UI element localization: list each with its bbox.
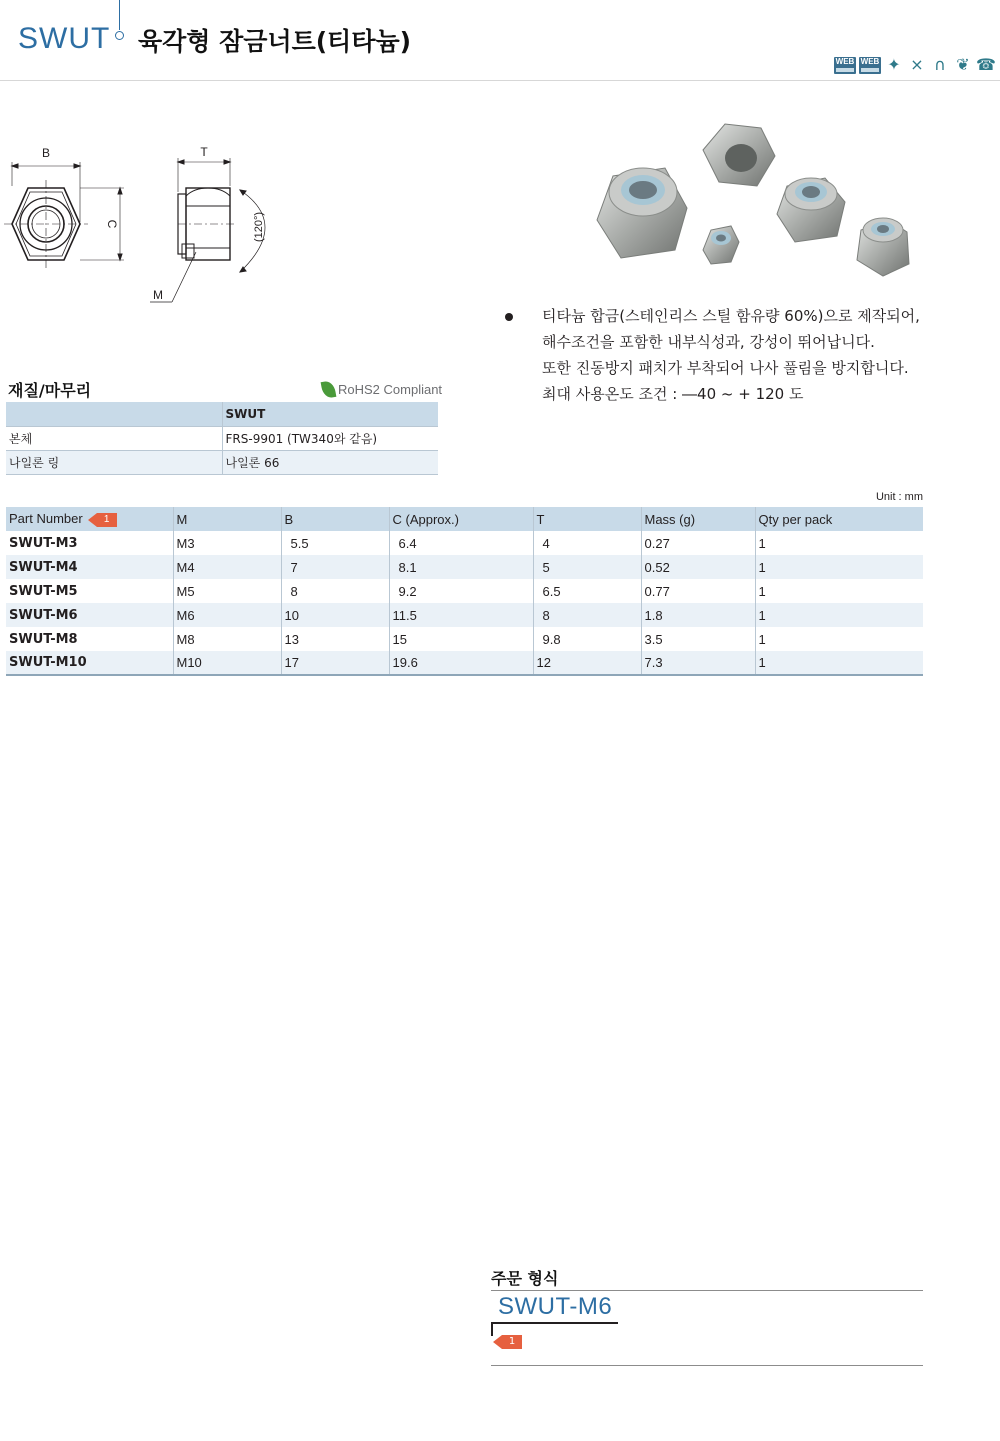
order-code-tick xyxy=(491,1322,493,1336)
material-cell: FRS-9901 (TW340와 같음) xyxy=(222,426,438,450)
table-cell: 1 xyxy=(755,651,923,675)
table-cell: 19.6 xyxy=(389,651,533,675)
table-cell: 8 xyxy=(281,579,389,603)
rohs-label: RoHS2 Compliant xyxy=(338,382,443,397)
bullet-dot xyxy=(505,313,513,321)
material-cell: 나일론 링 xyxy=(6,450,222,474)
table-cell: 1.8 xyxy=(641,603,755,627)
table-cell: M3 xyxy=(173,531,281,555)
magnet-icon: ∩ xyxy=(934,55,946,74)
table-cell: 5 xyxy=(533,555,641,579)
dim-label-t: T xyxy=(200,145,208,159)
table-cell: 9.8 xyxy=(533,627,641,651)
product-photo xyxy=(585,110,925,290)
dim-label-angle: (120°) xyxy=(253,211,265,243)
part-number-cell[interactable]: SWUT-M3 xyxy=(6,531,173,555)
table-cell: M5 xyxy=(173,579,281,603)
material-header-row xyxy=(6,402,438,426)
table-cell: 0.27 xyxy=(641,531,755,555)
order-code-example: SWUT-M6 xyxy=(498,1293,613,1320)
column-header: T xyxy=(533,507,641,531)
table-cell: 7 xyxy=(281,555,389,579)
table-cell: 9.2 xyxy=(389,579,533,603)
rohs-badge xyxy=(322,381,442,398)
part-number-cell[interactable]: SWUT-M5 xyxy=(6,579,173,603)
material-table xyxy=(6,402,438,475)
table-row xyxy=(6,579,923,603)
table-cell: 1 xyxy=(758,583,766,599)
table-cell: M6 xyxy=(173,603,281,627)
feature-icons xyxy=(834,56,996,74)
description-line: 티타늄 합금(스테인리스 스틸 함유량 60%)으로 제작되어, xyxy=(542,307,920,325)
spec-table xyxy=(6,507,923,676)
table-cell: 5.5 xyxy=(281,531,389,555)
order-format-heading: 주문 형식 xyxy=(491,1269,559,1288)
table-row xyxy=(6,603,923,627)
table-cell: 4 xyxy=(533,531,641,555)
table-cell: M8 xyxy=(173,627,281,651)
table-cell: M10 xyxy=(173,651,281,675)
cad-icon[interactable]: ✦ xyxy=(887,55,901,74)
part-number-cell[interactable]: SWUT-M8 xyxy=(6,627,173,651)
order-top-rule xyxy=(491,1290,923,1291)
table-cell: 8.1 xyxy=(389,555,533,579)
table-cell: 1 xyxy=(755,603,923,627)
table-row xyxy=(6,651,923,675)
web-icon[interactable]: WEB xyxy=(834,57,856,74)
technical-drawing xyxy=(0,140,300,310)
table-cell: 13 xyxy=(281,627,389,651)
table-cell: 3.5 xyxy=(641,627,755,651)
leaf-icon xyxy=(321,380,337,399)
material-heading: 재질/마무리 xyxy=(8,381,92,400)
header-divider-line xyxy=(119,0,120,30)
product-code: SWUT xyxy=(18,22,111,55)
description-line: 최대 사용온도 조건 : ―40 ~ + 120 도 xyxy=(542,385,804,403)
table-cell: 0.77 xyxy=(641,579,755,603)
material-cell: 나일론 66 xyxy=(222,450,438,474)
table-cell: 0.52 xyxy=(641,555,755,579)
column-header: B xyxy=(281,507,389,531)
table-cell: 1 xyxy=(758,631,766,647)
dim-label-c: C xyxy=(105,219,119,229)
callout-tag: 1 xyxy=(97,513,117,527)
table-cell: 17 xyxy=(281,651,389,675)
table-cell: 1 xyxy=(755,555,923,579)
table-row xyxy=(6,555,923,579)
description-line: 해수조건을 포함한 내부식성과, 강성이 뛰어납니다. xyxy=(542,333,875,351)
material-row xyxy=(6,450,438,474)
order-bottom-rule xyxy=(491,1365,923,1366)
spec-header-row xyxy=(6,507,923,531)
cross-icon: × xyxy=(910,55,924,74)
column-header-part-number: Part Number 1 xyxy=(6,507,173,531)
phone-icon[interactable]: ☎ xyxy=(976,55,996,74)
column-header: C (Approx.) xyxy=(389,507,533,531)
table-cell: 12 xyxy=(533,651,641,675)
table-cell: M4 xyxy=(173,555,281,579)
table-cell: 15 xyxy=(389,627,533,651)
table-row xyxy=(6,531,923,555)
table-cell: 7.3 xyxy=(641,651,755,675)
table-cell: 8 xyxy=(533,603,641,627)
material-header-cell: SWUT xyxy=(222,402,438,426)
table-row xyxy=(6,627,923,651)
dim-label-b: B xyxy=(41,146,51,160)
table-cell: 11.5 xyxy=(389,603,533,627)
part-number-cell[interactable]: SWUT-M6 xyxy=(6,603,173,627)
callout-tag: 1 xyxy=(502,1335,522,1349)
table-cell: 10 xyxy=(281,603,389,627)
table-cell: 6.4 xyxy=(389,531,533,555)
material-row xyxy=(6,426,438,450)
column-header: Qty per pack xyxy=(755,507,923,531)
material-cell: 본체 xyxy=(6,426,222,450)
column-header: Mass (g) xyxy=(641,507,755,531)
unit-label: Unit : mm xyxy=(875,491,923,503)
part-number-cell[interactable]: SWUT-M4 xyxy=(6,555,173,579)
table-cell: 6.5 xyxy=(533,579,641,603)
header-rule xyxy=(0,80,1000,81)
dim-label-m: M xyxy=(153,288,163,302)
column-header: M xyxy=(173,507,281,531)
leaf-icon: ❦ xyxy=(956,55,970,74)
order-code-underline xyxy=(491,1322,618,1324)
web-icon[interactable]: WEB xyxy=(859,57,881,74)
material-header-cell xyxy=(6,402,222,426)
part-number-cell[interactable]: SWUT-M10 xyxy=(6,651,173,675)
description-line: 또한 진동방지 패치가 부착되어 나사 풀림을 방지합니다. xyxy=(542,359,909,377)
header-divider-circle xyxy=(115,31,124,40)
page-title: 육각형 잠금너트(티타늄) xyxy=(138,27,412,56)
table-cell: 1 xyxy=(758,535,766,551)
